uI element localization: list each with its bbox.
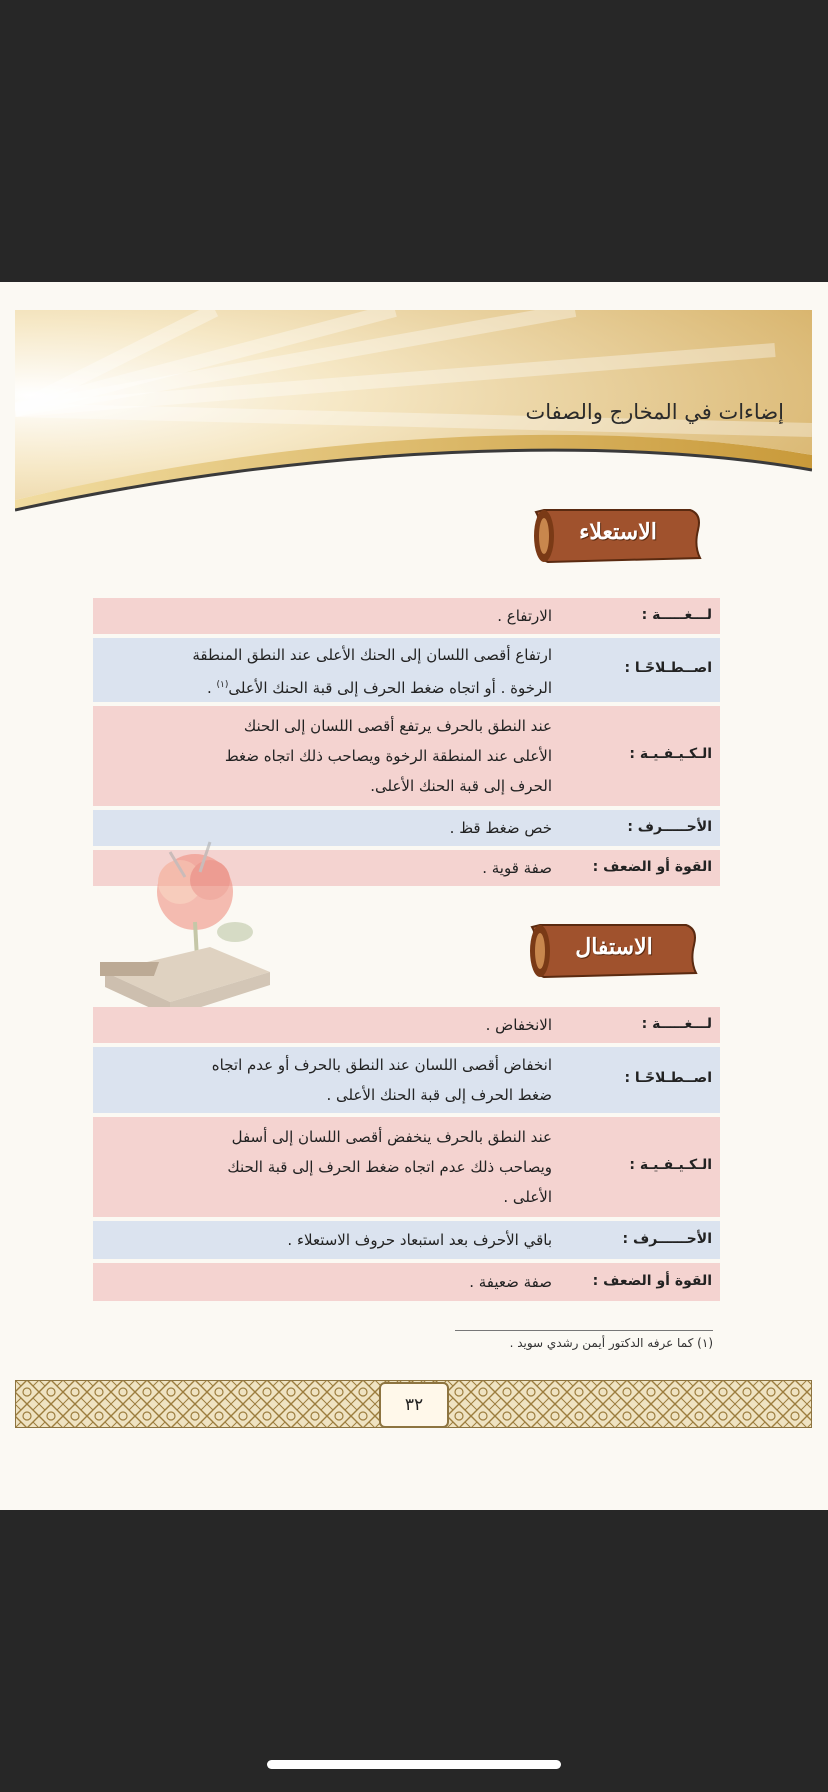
row-value: صفة قوية .	[482, 859, 552, 877]
value-end: .	[206, 679, 217, 697]
row-value: الانخفاض .	[485, 1016, 552, 1034]
row-value: باقي الأحرف بعد استبعاد حروف الاستعلاء .	[287, 1231, 552, 1249]
book-page	[0, 282, 828, 1510]
row-label: القوة أو الضعف :	[592, 1273, 712, 1289]
value-line: الحرف إلى قبة الحنك الأعلى.	[370, 777, 552, 795]
section-title: الاستعلاء	[579, 519, 657, 545]
footnote: (١) كما عرفه الدكتور أيمن رشدي سويد .	[509, 1336, 713, 1350]
row-manner	[93, 706, 720, 806]
home-indicator[interactable]	[267, 1760, 561, 1769]
flower-icon	[100, 822, 280, 1022]
row-letters	[93, 1221, 720, 1259]
value-line: ارتفاع أقصى اللسان إلى الحنك الأعلى عند النطق المنطقة	[192, 646, 552, 664]
footnote-marker: (١)	[216, 680, 229, 690]
row-label: الأحــــــرف :	[622, 1231, 712, 1247]
value-line: ضغط الحرف إلى قبة الحنك الأعلى .	[326, 1086, 552, 1104]
row-value: صفة ضعيفة .	[469, 1273, 552, 1291]
row-terminology	[93, 1047, 720, 1113]
section-title: الاستفال	[575, 934, 653, 960]
row-label: الـكـيـفـيـة :	[629, 1157, 712, 1173]
row-value	[99, 1050, 552, 1110]
row-language	[93, 598, 720, 634]
value-line: عند النطق بالحرف ينخفض أقصى اللسان إلى أسفل	[231, 1128, 552, 1146]
section-title-scroll	[530, 500, 706, 572]
header-title: إضاءات في المخارج والصفات	[525, 400, 784, 424]
row-terminology	[93, 638, 720, 702]
row-value: خص ضغط قظ .	[449, 819, 552, 837]
row-label: اصــطـلاحًـا :	[624, 660, 712, 676]
section-title-scroll	[526, 915, 702, 987]
value-text: الرخوة . أو اتجاه ضغط الحرف إلى قبة الحنك الأعلى	[228, 679, 552, 697]
quran-flower-illustration	[100, 822, 280, 1022]
row-value: الارتفاع .	[497, 607, 552, 625]
value-line: الأعلى .	[503, 1188, 552, 1206]
row-label: الأحـــــرف :	[627, 819, 712, 835]
row-label: اصــطـلاحًـا :	[624, 1070, 712, 1086]
value-line: عند النطق بالحرف يرتفع أقصى اللسان إلى الحنك	[243, 717, 552, 735]
page-number: ٣٢	[379, 1382, 449, 1428]
row-value	[99, 711, 552, 801]
row-strength	[93, 1263, 720, 1301]
row-value	[99, 1122, 552, 1212]
value-line	[99, 670, 552, 703]
footnote-divider	[455, 1330, 713, 1331]
value-line: انخفاض أقصى اللسان عند النطق بالحرف أو عدم اتجاه	[211, 1056, 552, 1074]
row-label: الـكـيـفـيـة :	[629, 746, 712, 762]
value-line: الأعلى عند المنطقة الرخوة ويصاحب ذلك اتجاه ضغط	[224, 747, 552, 765]
row-manner	[93, 1117, 720, 1217]
row-label: لـــغـــــة :	[641, 607, 712, 623]
value-line: ويصاحب ذلك عدم اتجاه ضغط الحرف إلى قبة الحنك	[227, 1158, 552, 1176]
row-value	[99, 640, 552, 703]
row-label: لـــغـــــة :	[641, 1016, 712, 1032]
header-banner	[15, 310, 812, 515]
row-label: القوة أو الضعف :	[592, 859, 712, 875]
row-language	[93, 1007, 720, 1043]
